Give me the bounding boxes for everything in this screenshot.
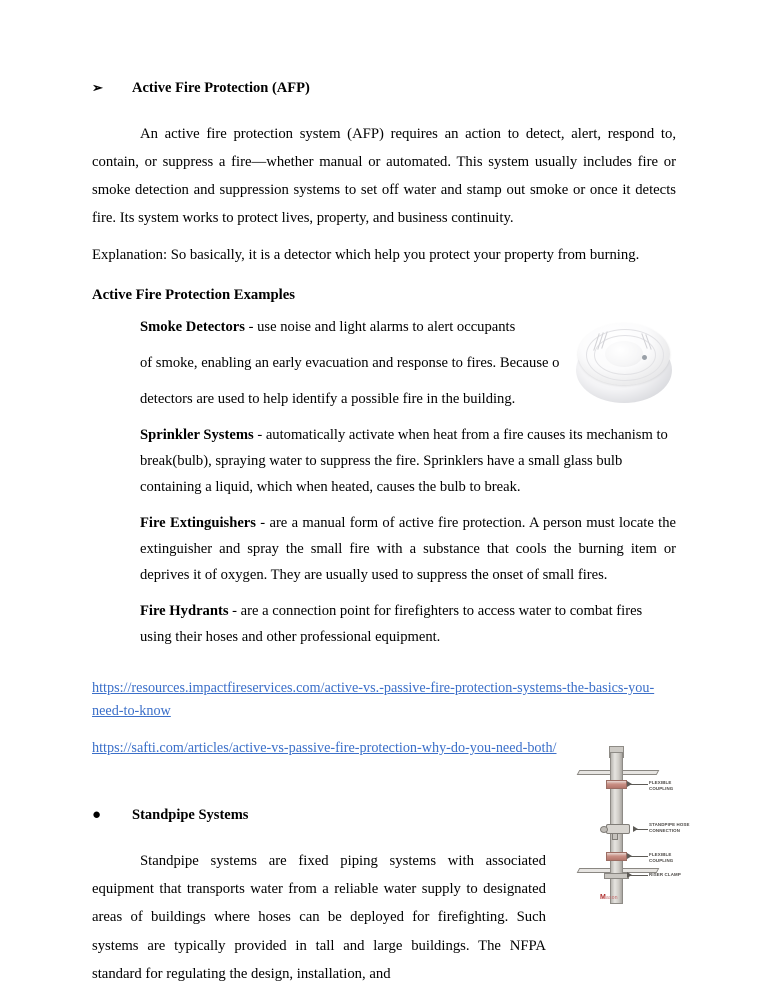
afp-examples-list — [92, 315, 676, 661]
example-text-smoke-detectors-1: - use noise and light alarms to alert occupants — [244, 319, 516, 336]
example-text-sprinkler-systems: - automatically activate when heat from a fire causes its mechanism to break(bulb), spraying water to suppress the fire. Sprinklers have a small glass bulb containing a liquid, which when heated, causes the bulb to break. — [140, 427, 668, 496]
hose-connection-body — [606, 824, 630, 834]
standpipe-flexible-coupling-lower — [606, 852, 627, 861]
standpipe-intro-paragraph: Standpipe systems are fixed piping systems with associated equipment that transports water from a reliable water supply to designated areas of buildings where hoses can be deployed for firefighting. Such systems are typically provided in tall and large buildings. The NFPA standard for regulating the design, installation, and — [92, 852, 546, 982]
logo-mark: M — [600, 894, 607, 901]
example-fire-extinguishers — [140, 511, 676, 589]
example-term-fire-hydrants: Fire Hydrants — [140, 603, 229, 620]
reference-link-impactfireservices[interactable]: https://resources.impactfireservices.com/active-vs.-passive-fire-protection-systems-the-basics-you-need-to-know — [92, 680, 655, 720]
example-sprinkler-systems — [140, 423, 676, 501]
example-smoke-detectors-line3: detectors are used to help identify a possible fire in the building. — [140, 391, 516, 408]
standpipe-riser-clamp — [604, 873, 629, 879]
diagram-label-riser-clamp: RISER CLAMP — [649, 872, 681, 877]
leader-arrow-icon — [627, 853, 632, 859]
example-text-fire-hydrants: - are a connection point for firefighters to access water to combat fires using their hoses and other professional equipment. — [140, 603, 643, 646]
example-term-sprinkler-systems: Sprinkler Systems — [140, 427, 254, 444]
diagram-label-standpipe-hose-connection: STANDPIPE HOSE CONNECTION — [649, 822, 690, 833]
example-term-smoke-detectors: Smoke Detectors — [140, 319, 245, 336]
smoke-detector-figure — [572, 315, 676, 411]
afp-examples-heading: Active Fire Protection Examples — [92, 286, 295, 303]
logo-wordmark: ason — [606, 895, 618, 901]
leader-arrow-icon — [627, 781, 632, 787]
hose-connection-valve — [612, 833, 618, 840]
diagram-label-flexible-coupling-lower: FLEXIBLE COUPLING — [649, 852, 674, 863]
section-title-standpipe: Standpipe Systems — [132, 807, 249, 824]
diagram-logo — [600, 894, 618, 901]
section-title-afp: Active Fire Protection (AFP) — [132, 80, 310, 96]
round-bullet-icon: ● — [92, 807, 102, 824]
example-fire-hydrants — [140, 599, 676, 651]
afp-explanation: Explanation: So basically, it is a detector which help you protect your property from burning. — [92, 246, 640, 263]
arrow-bullet-icon: ➢ — [92, 80, 103, 95]
standpipe-diagram-image — [570, 742, 690, 912]
hose-connection-knob — [600, 826, 608, 833]
diagram-label-flexible-coupling-upper: FLEXIBLE COUPLING — [649, 780, 674, 791]
reference-link-safti[interactable]: https://safti.com/articles/active-vs-passive-fire-protection-why-do-you-need-both/ — [92, 740, 557, 757]
example-text-fire-extinguishers: - are a manual form of active fire protection. A person must locate the extinguisher and spray the small fire with a substance that cools the burning item or deprives it of oxygen. They are usually used to suppress the onset of small fires. — [140, 515, 676, 584]
leader-arrow-icon — [633, 826, 638, 832]
standpipe-flexible-coupling-upper — [606, 780, 627, 789]
example-smoke-detectors-line2: of smoke, enabling an early evacuation and response to fires. Because o — [140, 355, 560, 372]
leader-arrow-icon — [627, 872, 632, 878]
section-heading-afp — [92, 78, 676, 100]
example-term-fire-extinguishers: Fire Extinguishers — [140, 515, 256, 532]
standpipe-hose-connection — [600, 822, 634, 836]
afp-intro-paragraph: An active fire protection system (AFP) requires an action to detect, alert, respond to, contain, or suppress a fire—whether manual or automated. This system usually includes fire or smoke detection and suppression systems to set off water and stamp out smoke or once it detects fire. Its system works to protect lives, property, and business continuity. — [92, 125, 676, 227]
smoke-detector-image — [572, 315, 676, 411]
standpipe-diagram-figure — [570, 742, 690, 912]
